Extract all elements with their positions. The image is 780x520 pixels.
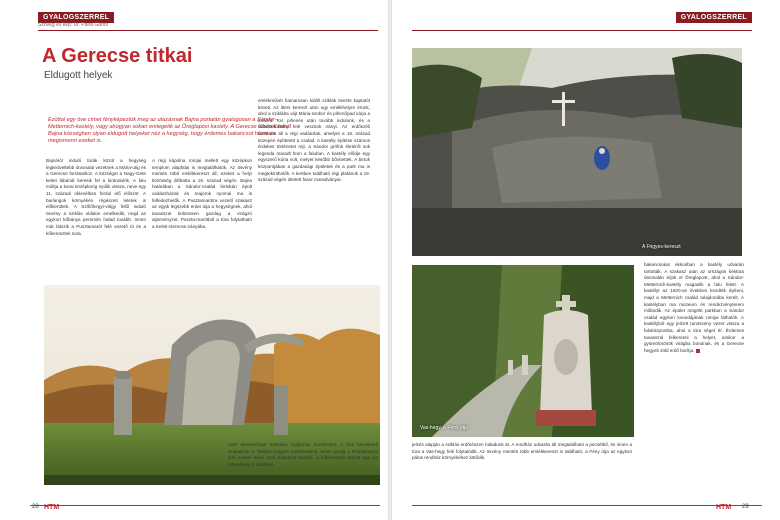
header-rule-right <box>412 30 752 31</box>
shrine-photo <box>412 48 742 256</box>
article-lead: Ezúttal egy öve címet fényképeztük meg az utazásnak Bajna portalán gyalogosan a Sándor–Metternich-kastély, vagy ahogyan sokan emlegetik az Öreglaposi kastély. A Gerecse lábánál fekvő Bajna községben olyan eldugott helyeket néz a hegység, hogy érdemes bakancsot húzni és megismerni ezeket is. <box>48 117 292 144</box>
column-3-text: emlékművét hamarosan kiállít sziklák övezte kaptatót követi. Az itteni kereszt után egy emlékhelyre érünk, ahol a sziklába vájt Mária-szobor és pihenőpad várja a túrázót. Kis pihenés után tovább indulunk, és a Sándor-kastély felé veszünk irányt. Az erdőszéli tisztáson áll a régi vadászlak, amelyet a 19. század közepén építtetett a család. A kastély építése számos érdekes történetet rejt, a Sándor grófok életéről sok legenda maradt fenn a faluban. A kastély elődje egy egyszerű kúria volt, melyet később bővítettek. A birtok központjában a gazdasági épületek és a park ma is megtekinthetők. A kertben található régi platánok a 19. század végén ültetett fasor maradványai. <box>258 98 370 183</box>
caption-top: A Frigyes-kereszt <box>642 244 681 250</box>
end-mark <box>696 349 700 353</box>
section-tab-right: GYALOGSZERREL <box>676 12 752 23</box>
brand-logo-right: HTM <box>716 504 732 511</box>
footer-rule-right <box>412 505 762 506</box>
shrine-photo-image <box>412 48 742 256</box>
cross-photo <box>412 265 634 437</box>
brand-logo-left: HTM <box>44 504 60 511</box>
cross-photo-image <box>412 265 634 437</box>
article-title: A Gerecse titkai <box>42 45 193 67</box>
column-5-text: jelzés alapján a sziklás erdőrészen haladunk át. A rendház udvarán áll megtalálható a pecsétkő, és innen a túra a Vas-hegy felé folytatódik. Az ösvény mentén több emlékkereszt is található, a Fény útja az egykori pálos rendház környékéhez kötődik. <box>412 442 632 461</box>
header-rule-left <box>38 30 378 31</box>
caption-bottom: Vas-hegy, a Fény útja <box>420 425 468 431</box>
text-column-2 <box>152 158 252 278</box>
page-number-right: 29 <box>742 504 749 510</box>
section-tab-left: GYALOGSZERREL <box>38 12 114 23</box>
byline: Szöveg és kép: Dr. Paira Gábor <box>38 22 109 28</box>
text-column-5 <box>412 442 632 488</box>
text-column-3 <box>258 98 370 278</box>
column-4-text: mert denevérfajok számára nyújtanak búvóhelyet. A túra következő szakaszán a Tardosi-völgybe ereszkedünk, innen pedig a Pusztamarót felé vezető erdei úton haladunk tovább. A kőkeresztek között egy kis pihenőhely is található. <box>228 442 378 467</box>
column-1-text: Bajnáról induló túrák közül a hegység legkedveltebb útvonalai vezetnek a Mária-utig és a Gerecse forrásaihoz. A községet a Nagy-Gete keleti lábánál keresik fel a kirándulók. A falu múltja a korai középkorig nyúlik vissza, neve egy 11. századi oklevélben fordul elő először. A barlangok környékén régészeti leletek is előkerültek. A Szőlőhegyi-völgy felől induló ösvény a sziklás oldalon emelkedik, majd az egykori kőbánya peremén halad tovább. Innen már látszik a Pusztamarót felé vezető út és a kőkeresztek sora. <box>46 158 146 236</box>
text-column-1 <box>46 158 146 278</box>
text-column-4 <box>228 442 378 488</box>
article-subtitle: Eldugott helyek <box>44 70 113 81</box>
text-column-6 <box>644 262 744 488</box>
column-2-text: A régi kápolna romjai mellett egy középkori templom alapfalai is megtalálhatók. Az ösvény mentén több emlékkereszt áll, ezeket a helyi közösség állíttatta a 19. század végén. Bajna határában a Sándor-család birtokán épült vadászházak és majorok nyomai ma is felfedezhetők. A Pusztamarótra vezető szakasz az egyik legszebb erdei útja a hegységnek, ahol tavasszal különösen gazdag a virágzó aljnövényzet. Puszta-marótból a túra folytatható a Keleti-Gerecse irányába. <box>152 158 252 229</box>
page-number-left: 28 <box>32 504 39 510</box>
column-6-text: bakancsokat ekkoriban a kastély udvarán tartották. A szakasz után az országos kéktúra útvonalán érjük el Öreglapost, ahol a Sándor-Metternich-kastély magaslik a falu felett. A kastélyt az 1820-as években kezdték építeni, majd a Metternich család tulajdonába került. A kastélyban ma múzeum és rendezvényterem működik. Az épület mögötti parkban a Sándor család egykori lovardájának romjai láthatók. A kastélyból egy jelzett tanösvény vezet vissza a faluközpontba, ahol a túra véget ér. Érdemes tavasszal felkeresni a helyet, amikor a gyümölcsösök virágba borulnak, és a Gerecse hegyeit zöld erdő borítja. <box>644 262 744 353</box>
footer-rule-left <box>30 505 380 506</box>
